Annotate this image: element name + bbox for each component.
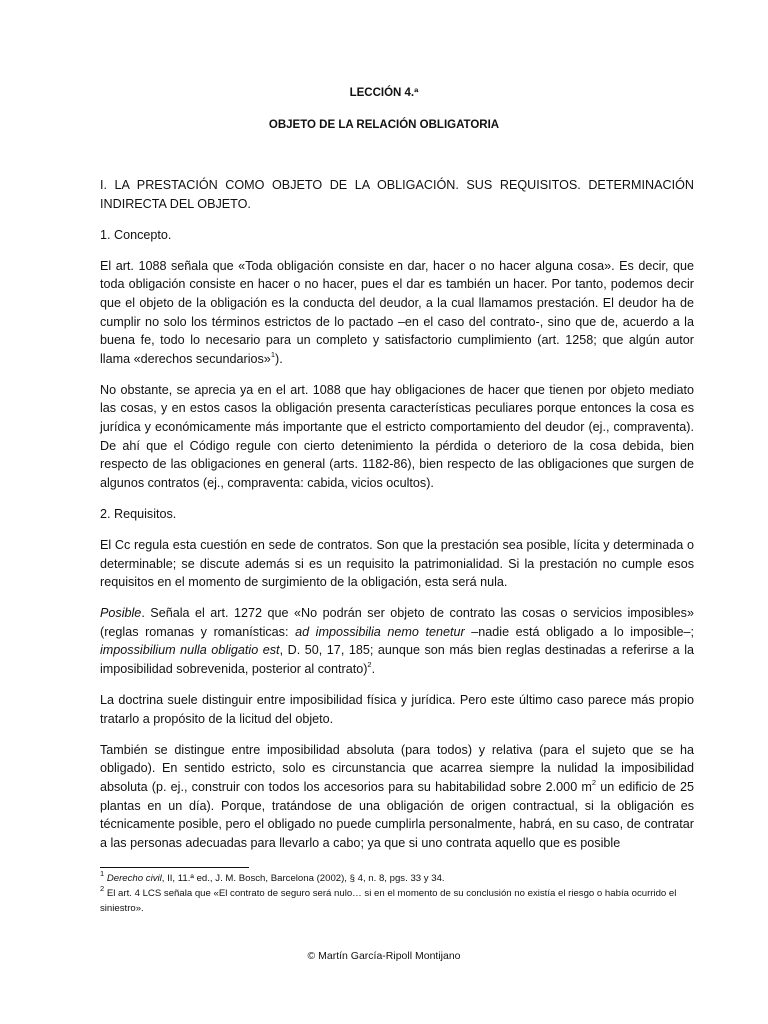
footnote-text: , II, 11.ª ed., J. M. Bosch, Barcelona (2002), § 4, n. 8, pgs. 33 y 34. [161,873,445,884]
paragraph-text: , D. 50, 17, 185; aunque son más bien reglas destinadas a referirse a la imposibilidad sobrevenida, posterior al contrato) [100,643,695,677]
lesson-heading: LECCIÓN 4.ª [349,87,419,99]
footnote-ref-1[interactable]: 1 [270,349,275,359]
paragraph-absoluta [100,741,694,853]
footnotes [100,868,700,916]
footnote-number: 1 [100,868,105,878]
paragraph-concepto [100,257,694,369]
paragraph-text: un edificio de 25 plantas en un día). Porque, tratándose de una obligación de origen contractual, si la obligación es técnicamente posible, pero el obligado no puede cumplirla personalmente, habrá, en su caso, de contratar a las personas adecuadas para llevarlo a cabo; ya que si uno contrata aquello que es posible [100,780,694,850]
paragraph-text: El art. 1088 señala que «Toda obligación consiste en dar, hacer o no hacer alguna cosa». Es decir, que toda obligación consiste en hacer o no hacer, pues el dar es también un hacer. Por tanto, podemos decir que el objeto de la obligación es la conducta del deudor, a la cual llamamos prestación. El deudor ha de cumplir no solo los términos estrictos de lo pactado –en el caso del contrato-, sino que de, acuerdo a la buena fe, todo lo necesario para un completo y satisfactorio cumplimiento (art. 1258; que algún autor llama «derechos secundarios» [100,258,694,366]
footnote-ref-2[interactable]: 2 [367,659,372,669]
term-posible: Posible [100,606,142,621]
footnote-2 [100,883,700,916]
subheading-concepto: 1. Concepto. [100,227,172,242]
page-footer: © Martín García-Ripoll Montijano [307,950,461,962]
paragraph-text: ). [275,351,283,366]
page-title: OBJETO DE LA RELACIÓN OBLIGATORIA [268,119,500,131]
footnote-number: 2 [100,883,105,893]
paragraph-cosas: No obstante, se aprecia ya en el art. 1088 que hay obligaciones de hacer que tienen por objeto mediato las cosas, y en estos casos la obligación presenta características peculiares porque entonces la cosa es jurídica y económicamente más importante que el estricto comportamiento del deudor (ej., compraventa). De ahí que el Código regule con cierto detenimiento la pérdida o deterioro de la cosa debida, bien respecto de las obligaciones en general (arts. 1182-86), bien respecto de las obligaciones que surgen de algunos contratos (ej., compraventa: cabida, vicios ocultos). [100,382,694,490]
paragraph-text: . Señala el art. 1272 que «No podrán ser objeto de contrato las cosas o servicios imposibles» (reglas romanas y romanísticas: [100,606,694,639]
footnote-italic: Derecho civil [106,873,162,884]
subheading-requisitos: 2. Requisitos. [100,506,177,521]
paragraph-text: –nadie está obligado a lo imposible–; [464,624,694,639]
paragraph-text: También se distingue entre imposibilidad absoluta (para todos) y relativa (para el sujeto que se ha obligado). En sentido estricto, solo es circunstancia que acarrea siempre la nulidad la imposibilidad absoluta (p. ej., construir con todos los accesorios para su habitabilidad sobre 2.000 m [100,742,694,795]
latin-maxim: ad impossibilia nemo tenetur [295,624,465,639]
paragraph-imposibilidad: La doctrina suele distinguir entre imposibilidad física y jurídica. Pero este último caso parece más propio tratarlo a propósito de la licitud del objeto. [100,693,694,726]
footnote-text: El art. 4 LCS señala que «El contrato de seguro será nulo… si en el momento de su conclusión no existía el riesgo o había ocurrido el siniestro». [100,888,677,914]
latin-maxim: impossibilium nulla obligatio est [100,643,280,658]
footnote-1 [100,868,700,886]
document-body [100,176,694,852]
paragraph-posible [100,604,694,678]
footnote-divider [100,867,249,868]
section-heading: I. LA PRESTACIÓN COMO OBJETO DE LA OBLIGACIÓN. SUS REQUISITOS. DETERMINACIÓN INDIRECTA DEL OBJETO. [100,178,694,211]
superscript: 2 [591,777,597,787]
paragraph-requisitos: El Cc regula esta cuestión en sede de contratos. Son que la prestación sea posible, lícita y determinada o determinable; se discute además si es un requisito la patrimonialidad. Si la prestación no cumple esos requisitos en el momento de surgimiento de la obligación, esta será nula. [100,538,694,590]
paragraph-text: . [371,662,376,677]
